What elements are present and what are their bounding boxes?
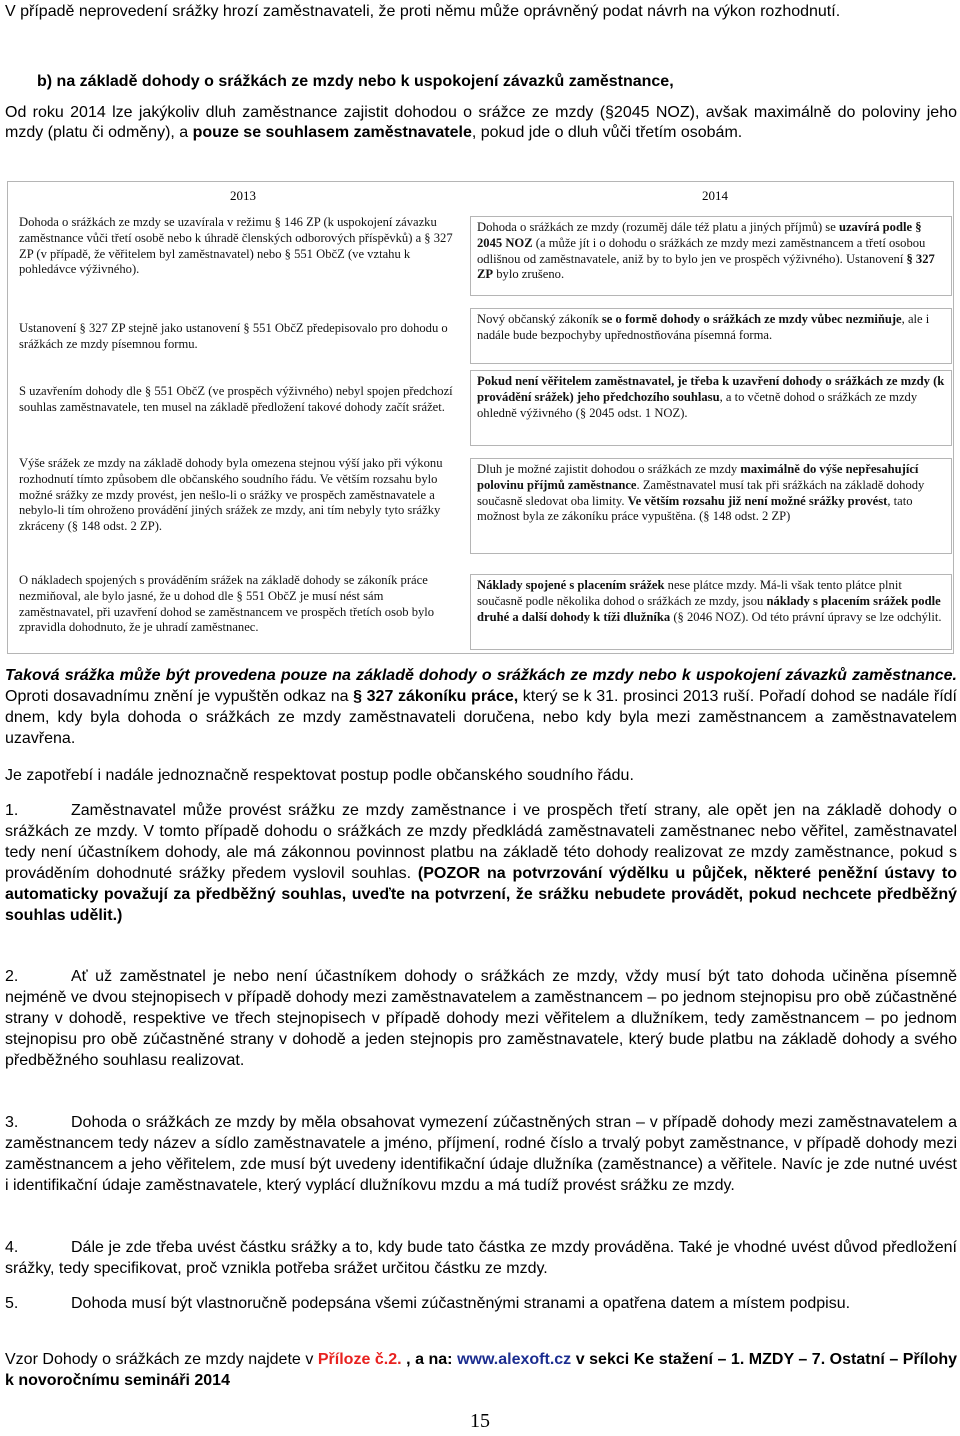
- page-number: 15: [470, 1410, 490, 1432]
- list-item-1-bold: (POZOR na potvrzování výdělku u půjček, některé peněžní ústavy to automaticky považují za předběžný souhlas, uveďte na potvrzení, že srážku nebudete provádět, pokud nechcete předběžný souhlas udělit.): [5, 865, 957, 924]
- cell-2014-1-c: (a může jít i o dohodu o srážkách ze mzdy mezi zaměstnancem a třetí osobou odlišnou od zaměstnavatele, aniž by to bylo jen ve prospěch výživného). Ustanovení: [477, 235, 926, 266]
- cell-2014-1: [470, 216, 952, 296]
- section-b-text-b: , pokud jde o dluh vůči třetím osobám.: [471, 124, 743, 141]
- cell-2013-3: [12, 380, 467, 436]
- cell-2014-3: [470, 370, 952, 446]
- priloha-reference: Příloze č.2.: [317, 1351, 402, 1368]
- paragraph-respect: [5, 766, 957, 786]
- cell-2014-4: [470, 458, 952, 554]
- cell-2014-4-d: Ve větším rozsahu již není možné srážky provést: [627, 493, 888, 508]
- paragraph-srazka-a: Oproti dosavadnímu znění je vypuštěn odkaz na: [5, 688, 354, 705]
- cell-2014-2-c: , ale i nadále bude bezpochyby upřednostňována písemná forma.: [477, 312, 930, 342]
- cell-2014-1-b: uzavírá podle § 2045 NOZ: [477, 220, 922, 250]
- cell-2014-1-e: bylo zrušeno.: [493, 267, 565, 282]
- column-header-2013: 2013: [230, 188, 256, 203]
- cell-2013-2: [12, 317, 467, 357]
- column-header-2014: 2014: [702, 188, 728, 203]
- cell-2014-5-d: (§ 2046 NOZ). Od této právní úpravy se lze odchýlit.: [670, 609, 942, 624]
- cell-2013-5: [12, 569, 467, 651]
- section-b-text-bold: pouze se souhlasem zaměstnavatele: [192, 124, 472, 141]
- paragraph-respect-text: Je zapotřebí i nadále jednoznačně respektovat postup podle občanského soudního řádu.: [5, 767, 634, 784]
- cell-2014-3-b: , a to včetně dohod o srážkách ze mzdy ohledně výživného (§ 2045 odst. 1 NOZ).: [477, 389, 918, 420]
- list-item-4: [5, 1237, 957, 1279]
- cell-2014-1-a: Dohoda o srážkách ze mzdy (rozuměj dále též platu a jiných příjmů) se: [477, 220, 839, 234]
- intro-text: V případě neprovedení srážky hrozí zaměstnavateli, že proti němu může oprávněný podat návrh na výkon rozhodnutí.: [5, 3, 841, 20]
- paragraph-srazka: [5, 665, 957, 749]
- cell-2014-5-a: Náklady spojené s placením srážek: [477, 578, 665, 592]
- cell-2013-1-text: Dohoda o srážkách ze mzdy se uzavírala v režimu § 146 ZP (k uspokojení závazku zaměstnance vůči třetí osobě nebo k úhradě členských odborových příspěvků) a § 327 ZP (v případě, že věřitelem byl zaměstnavatel) nebo § 551 ObčZ (ve vztahu k pohledávce výživného).: [19, 215, 453, 277]
- paragraph-srazka-bi: Taková srážka může být provedena pouze na základě dohody o srážkách ze mzdy nebo k uspokojení závazků zaměstnance.: [5, 667, 957, 684]
- list-item-1: [5, 800, 957, 926]
- cell-2014-4-b: maximálně do výše nepřesahující polovinu příjmů zaměstnance: [477, 462, 919, 492]
- footer-line: [5, 1349, 957, 1391]
- section-b-text-a: Od roku 2014 lze jakýkoliv dluh zaměstnance zajistit dohodou o srážce ze mzdy (§2045 NOZ), avšak maximálně do poloviny jeho mzdy (platu či odměny), a: [5, 104, 957, 141]
- footer-line-a: Vzor Dohody o srážkách ze mzdy najdete v: [5, 1351, 318, 1368]
- cell-2014-5-b: nese plátce mzdy. Má-li však tento plátce plnit současně podle několika dohod o srážkách ze mzdy, jsou: [477, 578, 902, 608]
- paragraph-srazka-bold: § 327 zákoníku práce,: [353, 688, 519, 705]
- list-item-2-number: 2.: [5, 968, 19, 985]
- list-item-1-text: Zaměstnavatel může provést srážku ze mzdy zaměstnance i ve prospěch třetí strany, ale opět jen na základě dohody o srážkách ze mzdy. V tomto případě dohodu o srážkách ze mzdy předkládá zaměstnavateli zaměstnanec nebo věřitel, zaměstnavatel tedy není účastníkem dohody, ale má zákonnou povinnost platbu na základě této dohody realizovat ze mzdy zaměstnance, pokud s prováděním dohodnuté srážky předem vyslovil souhlas.: [5, 802, 957, 882]
- list-item-5-number: 5.: [5, 1295, 19, 1312]
- intro-paragraph: [5, 2, 957, 22]
- cell-2014-4-e: , tato možnost byla ze zákoníku práce vypuštěna. (§ 148 odst. 2 ZP): [477, 493, 913, 524]
- cell-2014-2-a: Nový občanský zákoník: [477, 312, 602, 326]
- cell-2014-3-a: Pokud není věřitelem zaměstnavatel, je třeba k uzavření dohody o srážkách ze mzdy (k provádění srážek) jeho předchozího souhlasu: [477, 374, 945, 404]
- cell-2013-4-text: Výše srážek ze mzdy na základě dohody byla omezena stejnou výší jako při výkonu rozhodnutí tímto způsobem dle občanského soudního řádu. Ve větším rozsahu bylo možné srážky ze mzdy provést, jen nešlo-li o srážky ve prospěch zaměstnavatele a nebylo-li tím ohroženo provádění jiných srážek ze mzdy, ani tím nebyly tyto srážky zkráceny (§ 148 odst. 2 ZP).: [19, 456, 443, 534]
- cell-2014-5: [470, 574, 952, 650]
- paragraph-srazka-b: který se k 31. prosinci 2013 ruší. Pořadí dohod se nadále řídí dnem, kdy byla dohoda o srážkách ze mzdy zaměstnavateli doručena, nebo kdy byla mezi zaměstnancem a zaměstnavatelem uzavřena.: [5, 688, 958, 747]
- cell-2014-1-d: § 327 ZP: [477, 251, 935, 282]
- alexoft-link[interactable]: www.alexoft.cz: [457, 1351, 572, 1368]
- section-b-heading-text: b) na základě dohody o srážkách ze mzdy nebo k uspokojení závazků zaměstnance,: [37, 73, 674, 90]
- cell-2014-2-b: se o formě dohody o srážkách ze mzdy vůbec nezmiňuje: [601, 312, 902, 326]
- comparison-table: [7, 181, 954, 654]
- list-item-5: [5, 1293, 957, 1314]
- cell-2013-4: [12, 452, 467, 562]
- cell-2014-4-a: Dluh je možné zajistit dohodou o srážkách ze mzdy: [477, 462, 741, 476]
- cell-2014-4-c: . Zaměstnavatel musí tak při srážkách na základě dohody současně sledovat oba limity.: [477, 477, 925, 508]
- list-item-3: [5, 1112, 957, 1196]
- cell-2013-1: [12, 211, 467, 306]
- list-item-2-text: Ať už zaměstnatel je nebo není účastníkem dohody o srážkách ze mzdy, vždy musí být tato dohoda učiněna písemně nejméně ve dvou stejnopisech v případě dohody mezi zaměstnavatelem a zaměstnancem – po jednom stejnopisu pro obě zúčastněné strany v dohodě, respektive ve třech stejnopisech v případě dohody mezi věřitelem a dlužníkem, tedy zaměstnancem – po jednom stejnopisu pro obě zúčastněné strany v dohodě a jeden stejnopis pro zaměstnavatele, který bude platbu na základě dohody a svého předběžného souhlasu realizovat.: [5, 968, 957, 1069]
- list-item-1-number: 1.: [5, 802, 19, 819]
- list-item-3-number: 3.: [5, 1114, 19, 1131]
- cell-2013-2-text: Ustanovení § 327 ZP stejně jako ustanovení § 551 ObčZ předepisovalo pro dohodu o srážkách ze mzdy písemnou formu.: [19, 321, 448, 351]
- cell-2013-5-text: O nákladech spojených s prováděním srážek na základě dohody se zákoník práce nezmiňoval, ale bylo jasné, že u dohod dle § 551 ObčZ je musí nést sám zaměstnavatel, při uzavření dohod se zaměstnancem ve prospěch třetích osob bylo zpravidla dohodnuto, že je uhradí zaměstnanec.: [19, 573, 435, 635]
- cell-2013-3-text: S uzavřením dohody dle § 551 ObčZ (ve prospěch výživného) nebyl spojen předchozí souhlas zaměstnavatele, ten musel na základě předložení takové dohody začít srážet.: [19, 384, 453, 414]
- section-b-paragraph: [5, 103, 957, 143]
- cell-2014-2: [470, 308, 952, 364]
- footer-line-b: , a na:: [401, 1351, 458, 1368]
- list-item-2: [5, 966, 957, 1071]
- list-item-4-text: Dále je zde třeba uvést částku srážky a to, kdy bude tato částka ze mzdy prováděna. Také je vhodné uvést důvod předložení srážky, tedy specifikovat, proč vznikla potřeba srážet určitou částku ze mzdy.: [5, 1239, 957, 1277]
- list-item-4-number: 4.: [5, 1239, 19, 1256]
- list-item-3-text: Dohoda o srážkách ze mzdy by měla obsahovat vymezení zúčastněných stran – v případě dohody mezi zaměstnavatelem a zaměstnancem tedy název a sídlo zaměstnavatele a jméno, příjmení, rodné číslo a trvalý pobyt zaměstnance, v případě dohody mezi zaměstnancem a jeho věřitelem, zde musí být uvedeny identifikační údaje dlužníka (zaměstnance) a věřitele. Navíc je zde nutné uvést i identifikační údaje zaměstnavatele, který vyplácí dlužníkovu mzdu a má tudíž provést srážku ze mzdy.: [5, 1114, 957, 1194]
- list-item-5-text: Dohoda musí být vlastnoručně podepsána všemi zúčastněnými stranami a opatřena datem a místem podpisu.: [71, 1295, 851, 1312]
- footer-line-c: v sekci Ke stažení – 1. MZDY – 7. Ostatní – Přílohy k novoročnímu semináři 2014: [5, 1351, 958, 1389]
- cell-2014-5-c: náklady s placením srážek podle druhé a další dohody k tíži dlužníka: [477, 593, 941, 624]
- section-b-heading: [37, 72, 957, 92]
